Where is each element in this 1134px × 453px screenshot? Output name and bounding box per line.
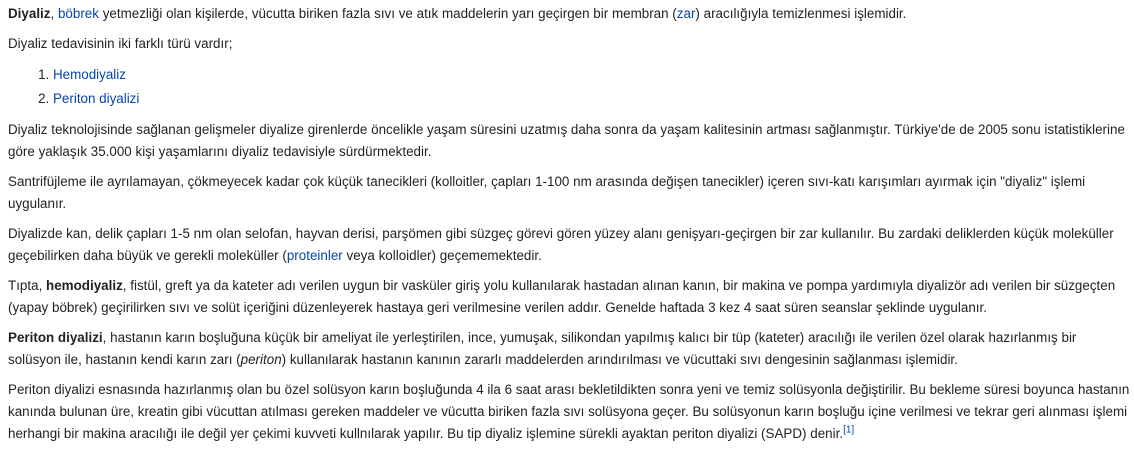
link-proteinler[interactable]: proteinler — [286, 248, 343, 263]
link-zar[interactable]: zar — [676, 6, 696, 21]
list-item — [53, 63, 1130, 87]
membrane-paragraph — [8, 223, 1130, 267]
peritoneal-paragraph — [8, 327, 1130, 371]
text-segment: Diyalizde kan, delik çapları 1-5 nm olan selofan, hayvan derisi, parşömen gibi süzgeç görevi gören yüzey alanı genişyarı-geçirgen bir zar kullanılır. Bu zardaki deliklerden küçük moleküller geçebilirken daha büyük ve gerekli moleküller ( — [8, 226, 1114, 263]
link-hemodiyaliz[interactable]: Hemodiyaliz — [53, 67, 126, 82]
hemodialysis-paragraph — [8, 275, 1130, 319]
types-intro-paragraph: Diyaliz tedavisinin iki farklı türü vardır; — [8, 36, 233, 51]
term-diyaliz: Diyaliz — [8, 6, 51, 21]
link-periton-diyalizi[interactable]: Periton diyalizi — [53, 91, 140, 106]
term-periton-italic: periton — [240, 352, 282, 367]
text-segment: ) kullanılarak hastanın kanının zararlı maddelerden arındırılması ve vücuttaki sıvı dengesinin sağlanması işlemidir. — [281, 352, 958, 367]
text-segment: , — [50, 6, 58, 21]
list-item — [53, 87, 1130, 111]
dialysis-types-list — [8, 63, 1130, 111]
text-segment: , fistül, greft ya da kateter adı verilen uygun bir vasküler giriş yolu kullanılarak hastadan alınan kanın, bir makina ve pompa yardımıyla diyalizör adı verilen bir süzgeçten (yapay böbrek) geçirilirken sıvı ve solüt içeriğini düzenleyerek hastaya geri verilmesine verilen addır. Genelde haftada 3 kez 4 saat süren seanslar şeklinde uygulanır. — [8, 278, 1116, 315]
technology-paragraph: Diyaliz teknolojisinde sağlanan gelişmeler diyalize girenlerde öncelikle yaşam süresini uzatmış daha sonra da yaşam kalitesinin artması sağlanmıştır. Türkiye'de de 2005 sonu istatistiklerine göre yaklaşık 35.000 kişi yaşamlarını diyaliz tedavisiyle sürdürmektedir. — [8, 122, 1125, 159]
text-segment: Tıpta, — [8, 278, 47, 293]
text-segment: ) aracılığıyla temizlenmesi işlemidir. — [695, 6, 907, 21]
intro-paragraph — [8, 3, 1130, 25]
link-bobrek[interactable]: böbrek — [57, 6, 99, 21]
citation-link[interactable]: [1] — [843, 424, 855, 436]
article-body — [8, 3, 1130, 453]
text-segment: Periton diyalizi esnasında hazırlanmış olan bu özel solüsyon karın boşluğunda 4 ila 6 saat arası bekletildikten sonra yeni ve temiz solüsyonla değiştirilir. Bu bekleme süresi boyunca hastanın kanında bulunan üre, kreatin gibi vücuttan atılması gereken maddeler ve vücutta biriken fazla sıvı solüsyona geçer. Bu solüsyonun karın boşluğu içine verilmesi ve tekrar geri alınması işlemi herhangi bir makina aracılığı ile değil yer çekimi kuvveti kullnılarak yapılır. Bu tip diyaliz işlemine sürekli ayaktan periton diyalizi (SAPD) denir. — [8, 382, 1130, 441]
peritoneal-process-paragraph — [8, 379, 1130, 445]
term-periton-diyalizi: Periton diyalizi — [8, 330, 103, 345]
centrifuge-paragraph: Santrifüjleme ile ayrılamayan, çökmeyecek kadar çok küçük tanecikleri (kolloitler, çapları 1-100 nm arasında değişen tanecikler) içeren sıvı-katı karışımları ayırmak için "diyaliz" işlemi uygulanır. — [8, 174, 1086, 211]
text-segment: veya kolloidler) geçememektedir. — [342, 248, 542, 263]
text-segment: , hastanın karın boşluğuna küçük bir ameliyat ile yerleştirilen, ince, yumuşak, silikondan yapılmış kalıcı bir tüp (kateter) aracılığı ile verilen özel olarak hazırlanmış bir solüsyon ile, hastanın kendi karın zarı ( — [8, 330, 1077, 367]
term-hemodiyaliz: hemodiyaliz — [46, 278, 123, 293]
citation-reference[interactable] — [843, 425, 854, 436]
text-segment: yetmezliği olan kişilerde, vücutta biriken fazla sıvı ve atık maddelerin yarı geçirgen bir membran ( — [98, 6, 677, 21]
